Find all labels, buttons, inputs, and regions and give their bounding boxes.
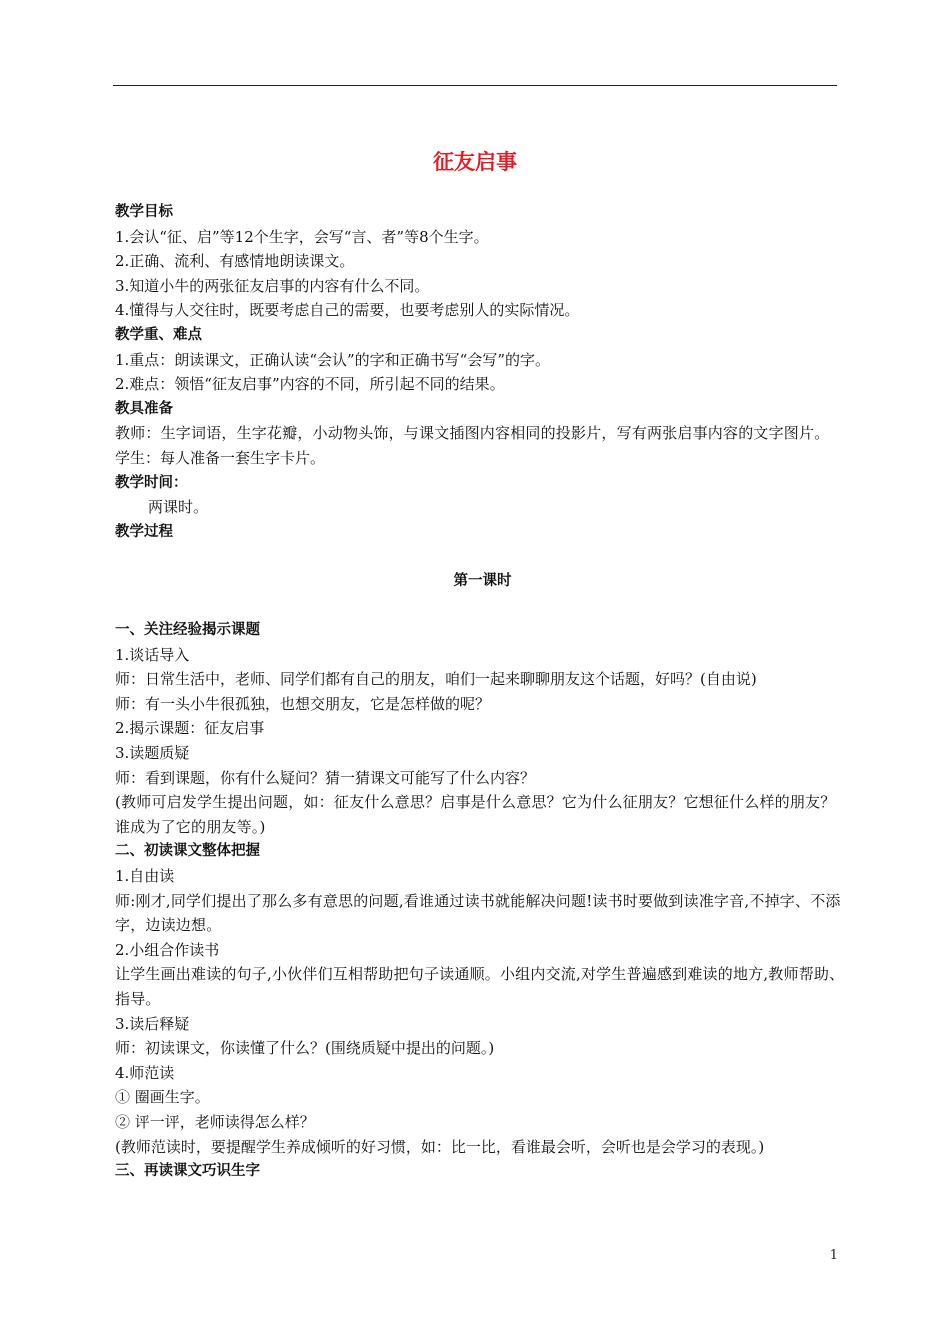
part-heading-3: 三、再读课文巧识生字	[115, 1163, 260, 1180]
paragraph: 1.自由读	[115, 867, 175, 886]
paragraph: 1.谈话导入	[115, 645, 190, 664]
section-heading-goals: 教学目标	[115, 204, 173, 220]
paragraph: ① 圈画生字。	[115, 1088, 210, 1107]
spacer	[115, 544, 850, 569]
paragraph: 师:刚才,同学们提出了那么多有意思的问题,看谁通过读书就能解决问题!读书时要做到读准字音,不掉字、不添字，边读边想。	[115, 891, 841, 935]
paragraph: 师：有一头小牛很孤独，也想交朋友，它是怎样做的呢？	[115, 694, 491, 713]
header-rule	[113, 85, 837, 86]
paragraph: 2.小组合作读书	[115, 940, 220, 959]
paragraph: ② 评一评，老师读得怎么样？	[115, 1112, 315, 1131]
section-heading-prep: 教具准备	[115, 400, 173, 417]
document-title: 征友启事	[433, 150, 517, 174]
spacer	[115, 594, 850, 619]
paragraph: 师：初读课文，你读懂了什么？(围绕质疑中提出的问题。)	[115, 1039, 495, 1058]
document-body	[115, 200, 850, 1184]
page-number: 1	[829, 1248, 838, 1263]
paragraph: 师：看到课题，你有什么疑问？猜一猜课文可能写了什么内容？	[115, 768, 536, 787]
prep-student-paragraph: 学生：每人准备一套生字卡片。	[115, 448, 326, 467]
key-point-item: 2.难点：领悟“征友启事”内容的不同，所引起不同的结果。	[115, 375, 505, 394]
goal-item: 3.知道小牛的两张征友启事的内容有什么不同。	[115, 276, 430, 295]
key-point-item: 1.重点：朗读课文，正确认读“会认”的字和正确书写“会写”的字。	[115, 350, 550, 369]
paragraph: 3.读后释疑	[115, 1014, 190, 1033]
prep-teacher-paragraph: 教师：生字词语，生字花瓣，小动物头饰，与课文插图内容相同的投影片，写有两张启事内容的文字图片。	[115, 424, 830, 443]
paragraph: 3.读题质疑	[115, 744, 190, 763]
part-heading-2: 二、初读课文整体把握	[115, 843, 260, 860]
goal-item: 4.懂得与人交往时，既要考虑自己的需要，也要考虑别人的实际情况。	[115, 301, 580, 320]
section-heading-process: 教学过程	[115, 523, 173, 540]
paragraph: (教师范读时，要提醒学生养成倾听的好习惯，如：比一比，看谁最会听，会听也是会学习的表现。)	[115, 1137, 765, 1156]
goal-item: 1.会认“征、启”等12个生字，会写“言、者”等8个生字。	[115, 227, 489, 246]
section-heading-time: 教学时间：	[115, 474, 188, 491]
paragraph: 4.师范读	[115, 1063, 175, 1082]
paragraph: 师：日常生活中，老师、同学们都有自己的朋友，咱们一起来聊聊朋友这个话题，好吗？(自由说)	[115, 670, 757, 689]
paragraph: 2.揭示课题：征友启事	[115, 719, 265, 738]
teacher-note: (教师可启发学生提出问题，如：征友什么意思？启事是什么意思？它为什么征朋友？它想征什么样的朋友？谁成为了它的朋友等。)	[115, 793, 836, 836]
paragraph: 让学生画出难读的句子,小伙伴们互相帮助把句子读通顺。小组内交流,对学生普遍感到难读的地方,教师帮助、指导。	[115, 965, 845, 1008]
section-heading-key-points: 教学重、难点	[115, 326, 202, 343]
lesson-heading: 第一课时	[453, 572, 512, 589]
part-heading-1: 一、关注经验揭示课题	[115, 622, 260, 639]
time-value: 两课时。	[148, 498, 209, 517]
goal-item: 2.正确、流利、有感情地朗读课文。	[115, 252, 355, 271]
